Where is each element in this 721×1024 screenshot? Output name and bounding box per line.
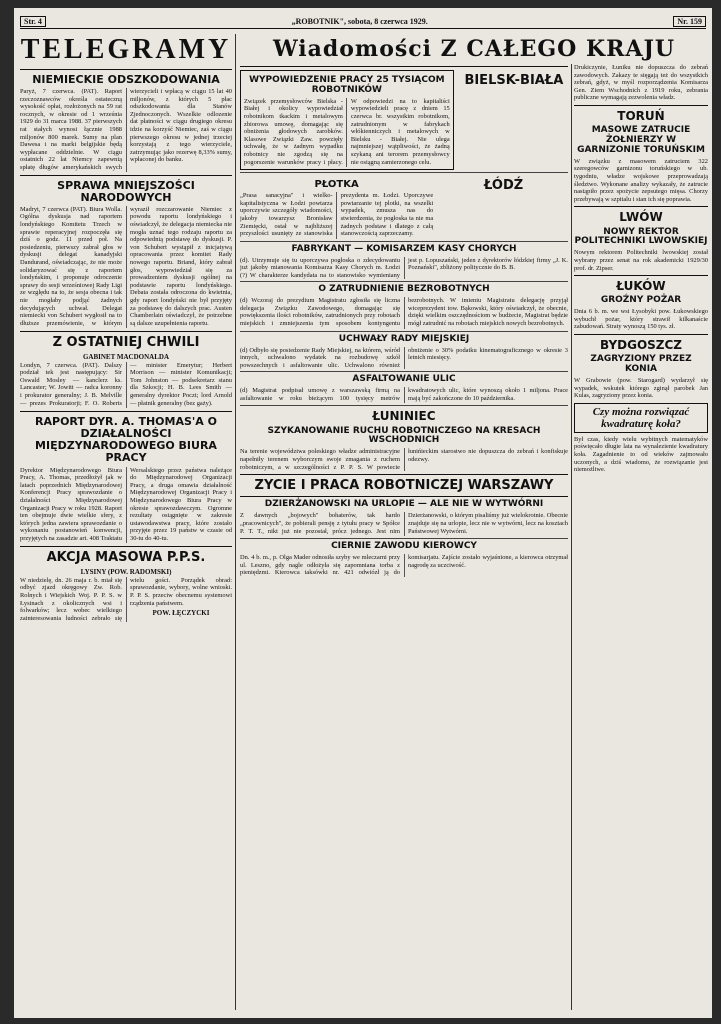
page-number: Str. 4 (20, 16, 46, 27)
article-title: SPRAWA MNIEJSZOŚCI NARODOWYCH (57, 178, 195, 204)
article-title: FABRYKANT — KOMISARZEM KASY CHORYCH (291, 243, 517, 254)
city-section (460, 70, 568, 170)
article-title: SZYKANOWANIE RUCHU ROBOTNICZEGO NA KRESACH WSCHODNICH (267, 425, 541, 446)
article-subtitle: GABINET MACDONALDA (82, 352, 170, 361)
section-title: ZYCIE I PRACA ROBOTNICZEJ WARSZAWY (254, 478, 554, 494)
telegrams-column (20, 34, 232, 622)
article-title: GROŹNY POŻAR (600, 295, 682, 306)
city-title: ŁUKÓW (616, 279, 666, 294)
telegrams-title: TELEGRAMY (20, 34, 232, 65)
city-title: ŁUNINIEC (372, 409, 436, 424)
article-title: NIEMIECKIE ODSZKODOWANIA (32, 73, 220, 86)
article-body: Madryt, 7 czerwca (PAT). Biura Wolla. Ogólna dyskusja nad raportem londyńskiego Komitetu Trzech w sprawie reperacyjnej rozpoczęła się dziś o godz. 11 przed poł. Na posiedzeniu, pierwszy zabrał głos w dyskusji delegat kanadyjski Dandurand, oświadczając, że nie może solidaryzować się z raportem londyńskim, i proponuje odroczenie sprawy do sesji wrześniowej Rady Ligi ze względu na to, że sesja obecna i tak nie mogłaby podjąć żadnych decydujących uchwał. Delegat niemiecki von Schubert wygłosił na to dłuższe przemówienie, w którym wyraził rozczarowanie Niemiec z powodu raportu londyńskiego i oświadczył, że delegacja niemiecka nie mogła uznać tego rodzaju raportu za odpowiednią podstawę do dyskusji. P. von Schubert wystąpił z inicjatywą opracowania przez komitet Rady nowego raportu. Briand, który zabrał głos, wypowiedział się za prowadzeniem dyskusji ogólnej na podstawie raportu londyńskiego. Debata została odroczona do kwietnia, gdy raport londyński nie był przyjęty za podstawę do dalszych prac. Austen Chamberlain oświadczył, że potrzebne są dalsze uzupełnienia raportu. (20, 205, 232, 327)
city-title: BIELSK-BIAŁA (464, 73, 564, 88)
article-body: W niedzielę, dn. 26 maja r. b. miał się odbyć zjazd okręgowy Zw. Rob. Rolnych i Wiejskich Woj. P. P. S. w Łysinach z okolicznych wsi i folwarków; lecz wobec wielkiego zainteresowania ludności zebrało się wielu gości. Porządek obrad: sprawozdanie, wybory, wolne wnioski. P. P. S. przeciw obecnemu systemowi rządzenia państwem. POW. ŁĘCZYCKI (20, 576, 232, 622)
article-title: UCHWAŁY RADY MIEJSKIEJ (338, 333, 470, 344)
city-title: BYDGOSZCZ (599, 338, 683, 352)
issue-number: Nr. 159 (673, 16, 706, 27)
country-news-column: WYPOWIEDZENIE PRACY 25 TYSIĄCOM ROBOTNIKÓW Związek przemysłowców Bielska - Białej i okolicy wypowiedział robotnikom tkackim i metalowym zbiorowa umowę, domagając się obniżenia głodowych zarobków. Klasowe Związki Zaw. powzięły uchwałę, że w żadnym wypadku robotnicy nie zgodzą się na pogorszenie warunków pracy i płacy. W odpowiedzi na to kapitaliści wypowiedzieli pracę z dniem 15 czerwca br. wszystkim robotnikom, zatrudnionym w fabrykach włókienniczych i metalowych w Bielsku - Białej. Nie ulega najmniejszej wątpliwości, że żadną szykaną ani terorem przemysłowcy nie osiągną zamierzonego celu. BIELSK-BIAŁA PŁOTKA „Prasa sanacyjna" i wielko-kapitalistyczna w Łodzi powtarza uporczywie szczegóły wiadomości, jakoby towarzysz Bronisław Ziemięcki, ostał w najbliższej przyszłości usunięty ze stanowiska prezydenta m. Łodzi. Uporczywe powtarzanie tej plotki, na wszelki wypadek, zmusza nas do stwierdzenia, że pogłoska ta nie ma żadnych podstaw i dlatego z całą stanowczością zaprzeczamy. ŁÓDŹ FABRYKANT — KOMISARZEM KASY CHORYCH (d). Utrzymuje się tu uporczywa pogłoska o zdecydowaniu już jakoby mianowania Komisarza Kasy Chorych m. Łodzi (?) W charakterze kandydata na to stanowisko wymieniany jest p. Lopuszański, jeden z dyrektorów łódzkiej firmy „J. K. Poznański", zbliżony politycznie do B. B. O ZATRUDNIENIE BEZROBOTNYCH (d) Wczoraj do prezydium Magistratu zgłosiła się liczna delegacja Związku Zawodowego, domagając się powiększenia ilości robotników, zatrudnionych przy robotach miejskich i zmniejszenia tym sposobem kontyngentu bezrobotnych. W imieniu Magistratu delegację przyjął wiceprezydent tow. Bąkowski, który oświadczył, że obecnie, dzięki wielkim oszczędnościom w budżecie, Magistrat będzie mógł zatrudnić na robotach miejskich nowych bezrobotnych. UCHWAŁY RADY MIEJSKIEJ (d) Odbyło się posiedzenie Rady Miejskiej, na którem, wśród innych, uchwalono wydatek na rozbudowę szkół powszechnych i asfaltowanie ulic. Uchwalono również obniżenie o 30% podatku kinematograficznego w okresie 3 letnich miesięcy. ASFALTOWANIE ULIC (d) Magistrat podpisał umowę z warszawską firmą na asfaltowanie w roku bieżącym 100 tysięcy metrów kwadratowych ulic, które wynoszą około 1 miljona. Prace mają być zakończone do 10 października. ŁUNINIEC SZYKANOWANIE RUCHU ROBOTNICZEGO NA KRESACH WSCHODNICH Na terenie województwa poleskiego władze administracyjne napełniły terenem wyborczym swoje zmagania z ruchem robotniczym, a w szczególności z P. P. S. W powiecie łunińieckim starostwo nie dopuszcza do zebrań i konfiskuje odezwy. ZYCIE I PRACA ROBOTNICZEJ WARSZAWY DZIERŻANOWSKI NA URLOPIE — ALE NIE W WYTWÓRNI Z dawnych „bojowych" bohaterów, tak hardo „pracownicych", że pobierali pensję z tytułu pracy w Spółce P. T. T., nikt już nie pozostał, prócz jednego. Jest nim Dzierżanowski, o którym pisaliśmy już wielokrotnie. Obecnie znajduje się na urlopie, lecz nie w wytwórni, lecz na kosztach Państwowej Wytwórni. CIERNIE ZAWODU KIEROWCY Dn. 4 b. m., p. Olga Mader odnosiła szyby we mleczarni przy ul. Leszno, gdy nagle odłożyła się zapomniana torba z pieniędzmi. Kierowca taksówki nr. 421 odwiózł ją do komisarjatu. Zajście zostało wyjaśnione, a kierowca otrzymał nagrodę za uczciwość. (240, 66, 568, 577)
article-title: DZIERŻANOWSKI NA URLOPIE — ALE NIE W WYTWÓRNI (264, 499, 544, 510)
masthead-line: „ROBOTNIK", sobota, 8 czerwca 1929. (291, 16, 428, 26)
column-divider (235, 34, 236, 1010)
article-subtitle: LYSINY (POW. RADOMSKI) (80, 567, 172, 576)
article-title: CIERNIE ZAWODU KIEROWCY (331, 541, 477, 552)
article-title: RAPORT DYR. A. THOMAS'A O DZIAŁALNOŚCI MIĘDZYNARODOWEGO BIURA PRACY (35, 415, 217, 465)
article-title: MASOWE ZATRUCIE ŻOŁNIERZY W GARNIZONIE TORUŃSKIM (577, 125, 705, 155)
article-title: AKCJA MASOWA P.P.S. (46, 550, 206, 566)
article-title: NOWY REKTOR POLITECHNIKI LWOWSKIEJ (574, 226, 708, 247)
article-body: Paryż, 7 czerwca. (PAT). Raport rzeczoznawców określa ostateczną wysokość opłat, rozłożonych na 59 rat rocznych, w okresie od 1 września 1929 do 31 marca 1988. 37 pierwszych rat stałych wynosi łącznie 1988 miljonów 800 marek. Sumy na plan Dawesa i na marki belgijskie będą wypłacane oddzielnie. W ciągu ostatnich 22 lat Niemcy zapewnią spłatę długów amerykańskich swych wierzycieli i wpłacą w ciągu 15 lat 40 miljonów, z których 5 płac odszkodowania dla Stanów Zjednoczonych. Wszelkie odlozenie dat płatności w ciągu drugiego okresu idzie na korzyść Niemiec, zaś w ciągu pierwszego okresu w jednej trzeciej korzystają z tego wierzyciele, zatrzymując jako rezerwę 8,33% sumy, wpłaconej do banku. (20, 88, 232, 172)
article-body: Londyn, 7 czerwca. (PAT). Dalszy podział tek jest następujący: Sir Oswald Mosley — kanclerz ks. Lancaster; W. Jowitt — radca koronny i prokurator generalny; J. B. Melville — prezes Prokuratorji; F. O. Roberts — minister Emerytur; Herbert Morrison — minister Komunikacji; Tom Johnston — podsekretarz stanu dla Szkocji; H. B. Lees Smith — generalny dyrektor Poczt; lord Arnold — płatnik generalny (bez gaży). (20, 361, 232, 407)
regional-column: Drukiczynie, Łuniku nie dopuszcza do zebrań zawodowych. Zakazy te sięgają też do wszystkich zebrań, gdyż, w myśl rozporządzenia Komisarza Gen. Ziem Wschodnich z 1919 roku, zebrania publiczne wymagają zezwolenia władz. TORUŃ MASOWE ZATRUCIE ŻOŁNIERZY W GARNIZONIE TORUŃSKIM W związku z masowem zatruciem 322 szeregowców garnizonu toruńskiego w ub. tygodniu, władze wojskowe przeprowadzają śledztwo. Wykonane analizy wykazały, że zatrucie nastąpiło przez spożycie zepsutego mięsa. Chorzy przebywają w szpitalu i stan ich się poprawia. LWÓW NOWY REKTOR POLITECHNIKI LWOWSKIEJ Nowym rektorem Politechniki lwowskiej został wybrany przez senat na rok akademicki 1929/30 prof. dr. Zipser. ŁUKÓW GROŹNY POŻAR Dnia 6 b. m. we wsi Łysobyki pow. Łukowskiego wybuchł pożar, który strawił kilkanaście zabudowań. Straty wynoszą 150 tys. zł. BYDGOSZCZ ZAGRYZIONY PRZEZ KONIA W Grabowie (pow. Starogard) wydarzył się wypadek, wskutek którego zginął parobek Jan Kulas, zagryziony przez konia. Czy można rozwiązać kwadraturę koła? Był czas, kiedy wielu wybitnych matematyków poświęcało długie lata na wynalezienie kwadratury koła. Zagadnienie to od wieków zajmowało uczonych, a dziś wiadomo, że rozwiązanie jest niemożliwe. (574, 64, 708, 474)
article-title: WYPOWIEDZENIE PRACY 25 TYSIĄCOM ROBOTNIKÓW (249, 75, 445, 95)
page-header (20, 14, 706, 29)
article-title: O ZATRUDNIENIE BEZROBOTNYCH (318, 284, 490, 295)
city-title: TORUŃ (617, 108, 665, 123)
article-title: ZAGRYZIONY PRZEZ KONIA (590, 354, 692, 375)
article-body: Dyrektor Międzynarodowego Biura Pracy, A. Thomas, przedłożył jak w latach poprzednich Międzynarodowej Konferencji Pracy sprawozdanie o działalności Międzynarodowej Organizacji Pracy w roku 1928. Raport ten obejmuje dwie wielkie sfery, z których jedna zawiera sprawozdanie o wykonaniu postanowień konwencji, przyjętych na zasadzie art. 408 Traktatu Wersalskiego przez państwa należące do Międzynarodowej Organizacji Pracy, a druga omawia działalność Międzynarodowej Organizacji Pracy i Międzynarodowego Biura Pracy w okresie sprawozdawczym. Ogromne rezultaty osiągnięte w zakresie ustawodawstwa pracy, które zostało przyjęte przez 19 państw w czasie od 30-tu do 40-tu. (20, 466, 232, 542)
section-label: POW. ŁĘCZYCKI (152, 609, 210, 618)
country-news-title: Wiadomości Z CAŁEGO KRAJU (272, 36, 676, 62)
column-divider (571, 64, 572, 1010)
city-title: LWÓW (619, 210, 663, 225)
featured-article: WYPOWIEDZENIE PRACY 25 TYSIĄCOM ROBOTNIKÓW Związek przemysłowców Bielska - Białej i okolicy wypowiedział robotnikom tkackim i metalowym zbiorowa umowę, domagając się obniżenia głodowych zarobków. Klasowe Związki Zaw. powzięły uchwałę, że w żadnym wypadku robotnicy nie zgodzą się na pogorszenie warunków pracy i płacy. W odpowiedzi na to kapitaliści wypowiedzieli pracę z dniem 15 czerwca br. wszystkim robotnikom, zatrudnionym w fabrykach włókienniczych i metalowych w Bielsku - Białej. Nie ulega najmniejszej wątpliwości, że żadną szykaną ani terorem przemysłowcy nie osiągną zamierzonego celu. (240, 70, 454, 170)
city-title: ŁÓDŹ (484, 178, 524, 194)
newspaper-page (14, 8, 712, 1018)
feature-title: Czy można rozwiązać kwadraturę koła? (574, 403, 708, 433)
article-title: PŁOTKA (314, 179, 359, 191)
article-title: Z OSTATNIEJ CHWILI (52, 335, 200, 351)
article-title: ASFALTOWANIE ULIC (352, 374, 456, 385)
